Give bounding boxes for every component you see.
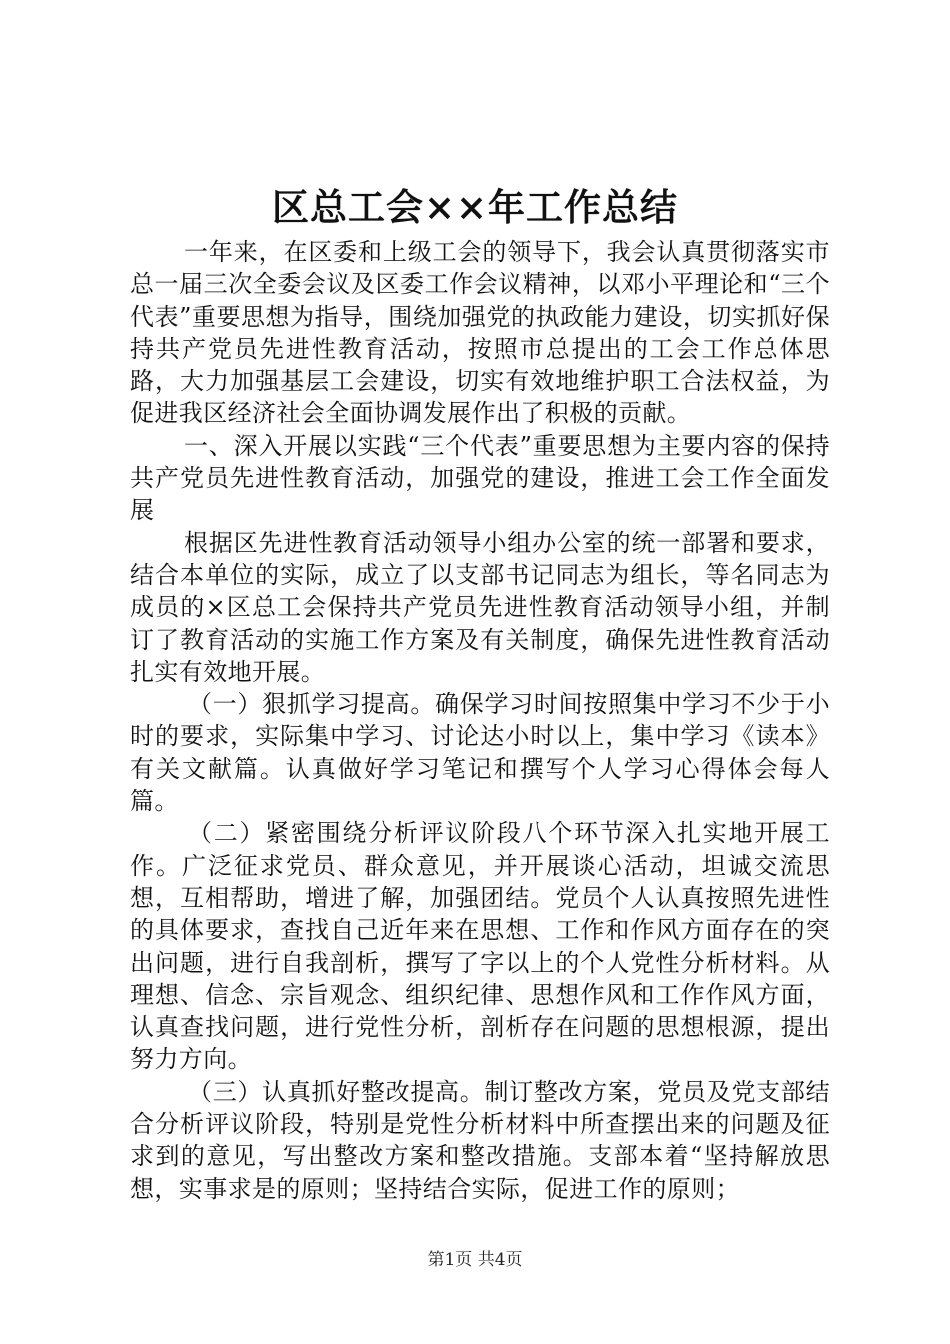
section-heading-1: 一、深入开展以实践“三个代表”重要思想为主要内容的保持共产党员先进性教育活动，加强党的建设，推进工会工作全面发展 — [130, 431, 830, 525]
intro-paragraph: 一年来，在区委和上级工会的领导下，我会认真贯彻落实市总一届三次全委会议及区委工作会议精神，以邓小平理论和“三个代表”重要思想为指导，围绕加强党的执政能力建设，切实抓好保持共产党员先进性教育活动，按照市总提出的工会工作总体思路，大力加强基层工会建设，切实有效地维护职工合法权益，为促进我区经济社会全面协调发展作出了积极的贡献。 — [130, 238, 830, 428]
document-body — [130, 236, 830, 1205]
document-title: 区总工会××年工作总结 — [271, 185, 678, 229]
body-paragraph: 根据区先进性教育活动领导小组办公室的统一部署和要求，结合本单位的实际，成立了以支部书记同志为组长，等名同志为成员的×区总工会保持共产党员先进性教育活动领导小组，并制订了教育活动的实施工作方案及有关制度，确保先进性教育活动扎实有效地开展。 — [130, 528, 830, 686]
subsection-paragraph-3: （三）认真抓好整改提高。制订整改方案，党员及党支部结合分析评议阶段，特别是党性分析材料中所查摆出来的问题及征求到的意见，写出整改方案和整改措施。支部本着“坚持解放思想，实事求是的原则；坚持结合实际，促进工作的原则； — [130, 1077, 830, 1203]
subsection-paragraph-2: （二）紧密围绕分析评议阶段八个环节深入扎实地开展工作。广泛征求党员、群众意见，并开展谈心活动，坦诚交流思想，互相帮助，增进了解，加强团结。党员个人认真按照先进性的具体要求，查找自己近年来在思想、工作和作风方面存在的突出问题，进行自我剖析，撰写了字以上的个人党性分析材料。从理想、信念、宗旨观念、组织纪律、思想作风和工作作风方面，认真查找问题，进行党性分析，剖析存在问题的思想根源，提出努力方向。 — [130, 819, 830, 1074]
subsection-paragraph-1: （一）狠抓学习提高。确保学习时间按照集中学习不少于小时的要求，实际集中学习、讨论达小时以上，集中学习《读本》有关文献篇。认真做好学习笔记和撰写个人学习心得体会每人篇。 — [130, 690, 830, 816]
page-footer: 第1页 共4页 — [427, 1250, 523, 1270]
